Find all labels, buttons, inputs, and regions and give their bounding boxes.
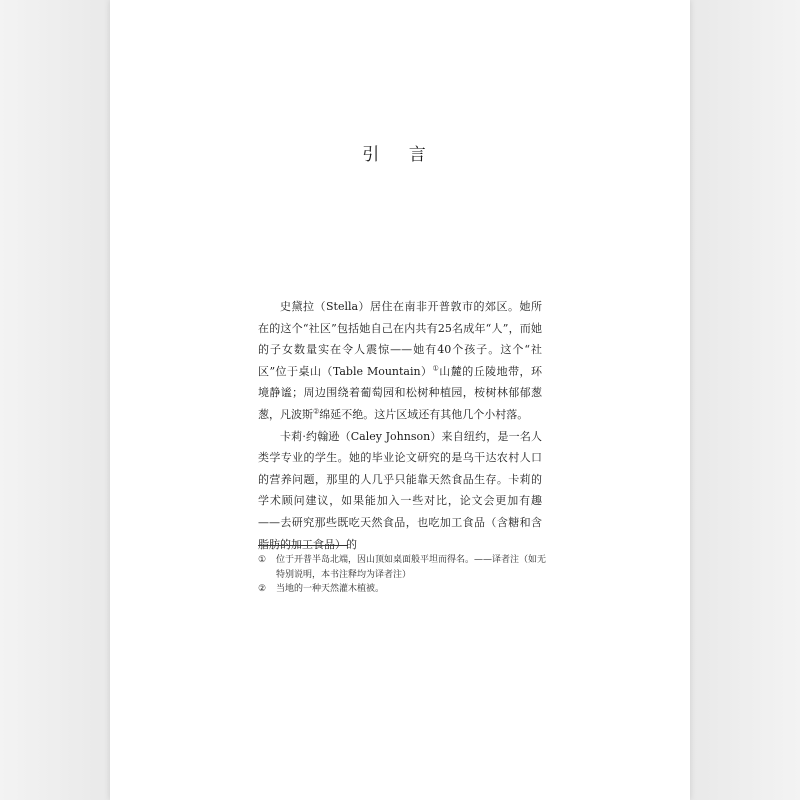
footnote-2-mark: ②: [258, 584, 267, 594]
body-text: [258, 296, 542, 555]
footnote-2: [258, 582, 548, 597]
footnote-divider: [258, 545, 348, 546]
footnote-1-mark: ①: [258, 555, 267, 565]
footnote-1-text: 位于开普半岛北端，因山顶如桌面般平坦而得名。——译者注（如无特别说明，本书注释均为译者注）: [276, 555, 547, 580]
chapter-title: 引 言: [362, 145, 438, 165]
footnote-2-text: 当地的一种天然灌木植被。: [276, 584, 385, 594]
paragraph-1-part-1: 史黛拉（Stella）居住在南非开普敦市的郊区。她所在的这个“社区”包括她自己在内共有25名成年“人”，而她的子女数量实在令人震惊——她有40个孩子。这个“社区”位于桌山（Table Mountain）: [258, 300, 542, 378]
footnotes: [258, 553, 548, 597]
paragraph-1: [258, 296, 542, 426]
paragraph-2: 卡莉·约翰逊（Caley Johnson）来自纽约，是一名人类学专业的学生。她的毕业论文研究的是乌干达农村人口的营养问题，那里的人几乎只能靠天然食品生存。卡莉的学术顾问建议，如果能加入一些对比，论文会更加有趣——去研究那些既吃天然食品，也吃加工食品（含糖和含脂肪的加工食品）的: [258, 429, 542, 551]
paragraph-1-part-3: 绵延不绝。这片区域还有其他几个小村落。: [319, 407, 529, 421]
book-page: [110, 0, 690, 800]
footnote-1: [258, 553, 548, 582]
footnote-ref-1[interactable]: ①: [432, 364, 440, 373]
paragraph-1-part-2: 山麓的丘陵地带，环境静谧；周边围绕着葡萄园和松树种植园，桉树林郁郁葱葱，凡波斯: [258, 364, 543, 421]
footnote-ref-2[interactable]: ②: [313, 407, 320, 416]
